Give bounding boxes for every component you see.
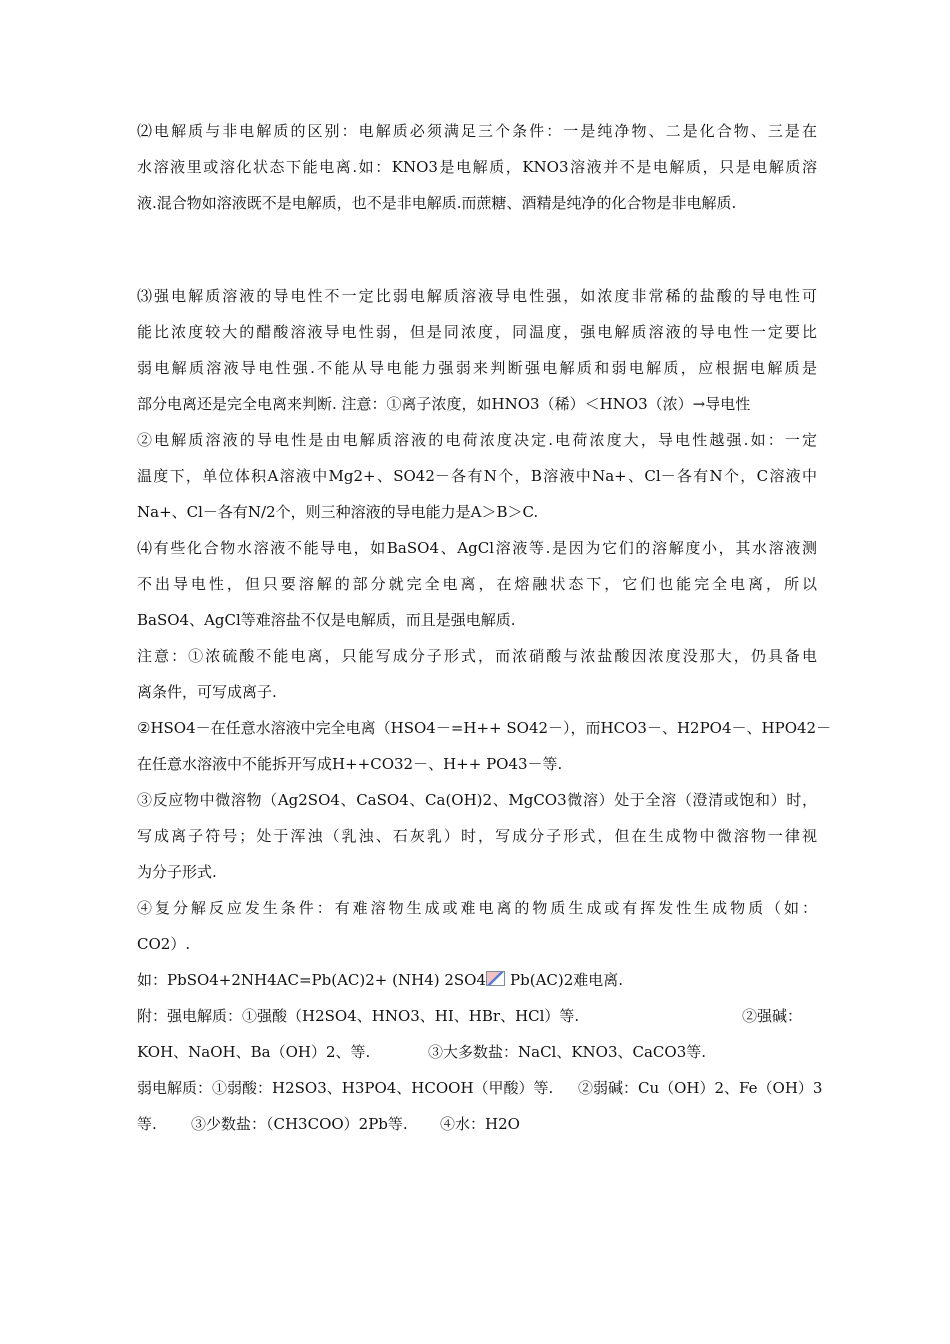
text-line: 液.混合物如溶液既不是电解质，也不是非电解质.而蔗糖、酒精是纯净的化合物是非电解质. bbox=[137, 194, 737, 212]
text-line: 温度下，单位体积A溶液中Mg2+、SO42－各有N个，B溶液中Na+、Cl－各有N个，C溶液中 bbox=[137, 467, 817, 485]
text-line: 为分子形式. bbox=[137, 863, 217, 881]
text-line: ②HSO4－在任意水溶液中完全电离（HSO4－=H++ SO42－），而HCO3－、H2PO4－、HPO42－ bbox=[137, 719, 832, 737]
weak-text: 等. bbox=[137, 1115, 157, 1133]
strong-base-label: ②强碱： bbox=[742, 1007, 803, 1025]
text-line: ⑶强电解质溶液的导电性不一定比弱电解质溶液导电性强，如浓度非常稀的盐酸的导电性可 bbox=[137, 287, 817, 305]
paragraph-conductivity bbox=[137, 278, 832, 1142]
paragraph-electrolyte-distinction bbox=[137, 113, 817, 221]
text-line: ⑷有些化合物水溶液不能导电，如BaSO4、AgCl溶液等.是因为它们的溶解度小，其水溶液测 bbox=[137, 539, 817, 557]
strong-electrolyte-line-2 bbox=[137, 1034, 817, 1070]
text-line: Na+、Cl－各有N/2个，则三种溶液的导电能力是A＞B＞C. bbox=[137, 503, 539, 521]
text-line: 注意：①浓硫酸不能电离，只能写成分子形式，而浓硝酸与浓盐酸因浓度没那大，仍具备电 bbox=[137, 647, 817, 665]
water-text: ④水：H2O bbox=[440, 1115, 520, 1133]
text-line: 部分电离还是完全电离来判断. 注意：①离子浓度，如HNO3（稀）＜HNO3（浓）→导电性 bbox=[137, 395, 751, 413]
text-line: ②电解质溶液的导电性是由电解质溶液的电荷浓度决定.电荷浓度大，导电性越强.如：一定 bbox=[137, 431, 817, 449]
text-line: 弱电解质溶液导电性强.不能从导电能力强弱来判断强电解质和弱电解质，应根据电解质是 bbox=[137, 359, 817, 377]
text-line: ⑵电解质与非电解质的区别：电解质必须满足三个条件：一是纯净物、二是化合物、三是在 bbox=[137, 122, 817, 140]
weak-electrolyte-line bbox=[137, 1070, 823, 1106]
text-line: 写成离子符号；处于浑浊（乳浊、石灰乳）时，写成分子形式，但在生成物中微溶物一律视 bbox=[137, 827, 817, 845]
salt-text: ③大多数盐：NaCl、KNO3、CaCO3等. bbox=[428, 1043, 707, 1061]
strong-acid-text: 附：强电解质：①强酸（H2SO4、HNO3、HI、HBr、HCl）等. bbox=[137, 1007, 580, 1025]
weak-electrolyte-line-2 bbox=[137, 1106, 817, 1142]
strong-base-text: KOH、NaOH、Ba（OH）2、等. bbox=[137, 1043, 371, 1061]
broken-image-icon bbox=[486, 971, 505, 986]
text-line: BaSO4、AgCl等难溶盐不仅是电解质，而且是强电解质. bbox=[137, 611, 516, 629]
text-line: 在任意水溶液中不能拆开写成H++CO32－、H++ PO43－等. bbox=[137, 755, 563, 773]
text-line: 能比浓度较大的醋酸溶液导电性弱，但是同浓度，同温度，强电解质溶液的导电性一定要比 bbox=[137, 323, 817, 341]
weak-base-text: ②弱碱：Cu（OH）2、Fe（OH）3 bbox=[578, 1079, 823, 1097]
few-salt-text: ③少数盐：（CH3COO）2Pb等. bbox=[191, 1115, 408, 1133]
equation-text: Pb(AC)2难电离. bbox=[510, 971, 624, 989]
weak-acid-text: 弱电解质：①弱酸：H2SO3、H3PO4、HCOOH（甲酸）等. bbox=[137, 1079, 554, 1097]
example-equation-line bbox=[137, 962, 817, 998]
text-line: ③反应物中微溶物（Ag2SO4、CaSO4、Ca(OH)2、MgCO3微溶）处于全溶（澄清或饱和）时， bbox=[137, 791, 817, 809]
strong-electrolyte-line bbox=[137, 998, 817, 1034]
text-line: 水溶液里或溶化状态下能电离.如：KNO3是电解质，KNO3溶液并不是电解质，只是电解质溶 bbox=[137, 158, 817, 176]
text-line: CO2）. bbox=[137, 935, 191, 953]
text-line: 不出导电性，但只要溶解的部分就完全电离，在熔融状态下，它们也能完全电离，所以 bbox=[137, 575, 817, 593]
equation-text: 如：PbSO4+2NH4AC=Pb(AC)2+ (NH4) 2SO4 bbox=[137, 971, 487, 989]
text-line: 离条件，可写成离子. bbox=[137, 683, 277, 701]
text-line: ④复分解反应发生条件：有难溶物生成或难电离的物质生成或有挥发性生成物质（如： bbox=[137, 899, 817, 917]
